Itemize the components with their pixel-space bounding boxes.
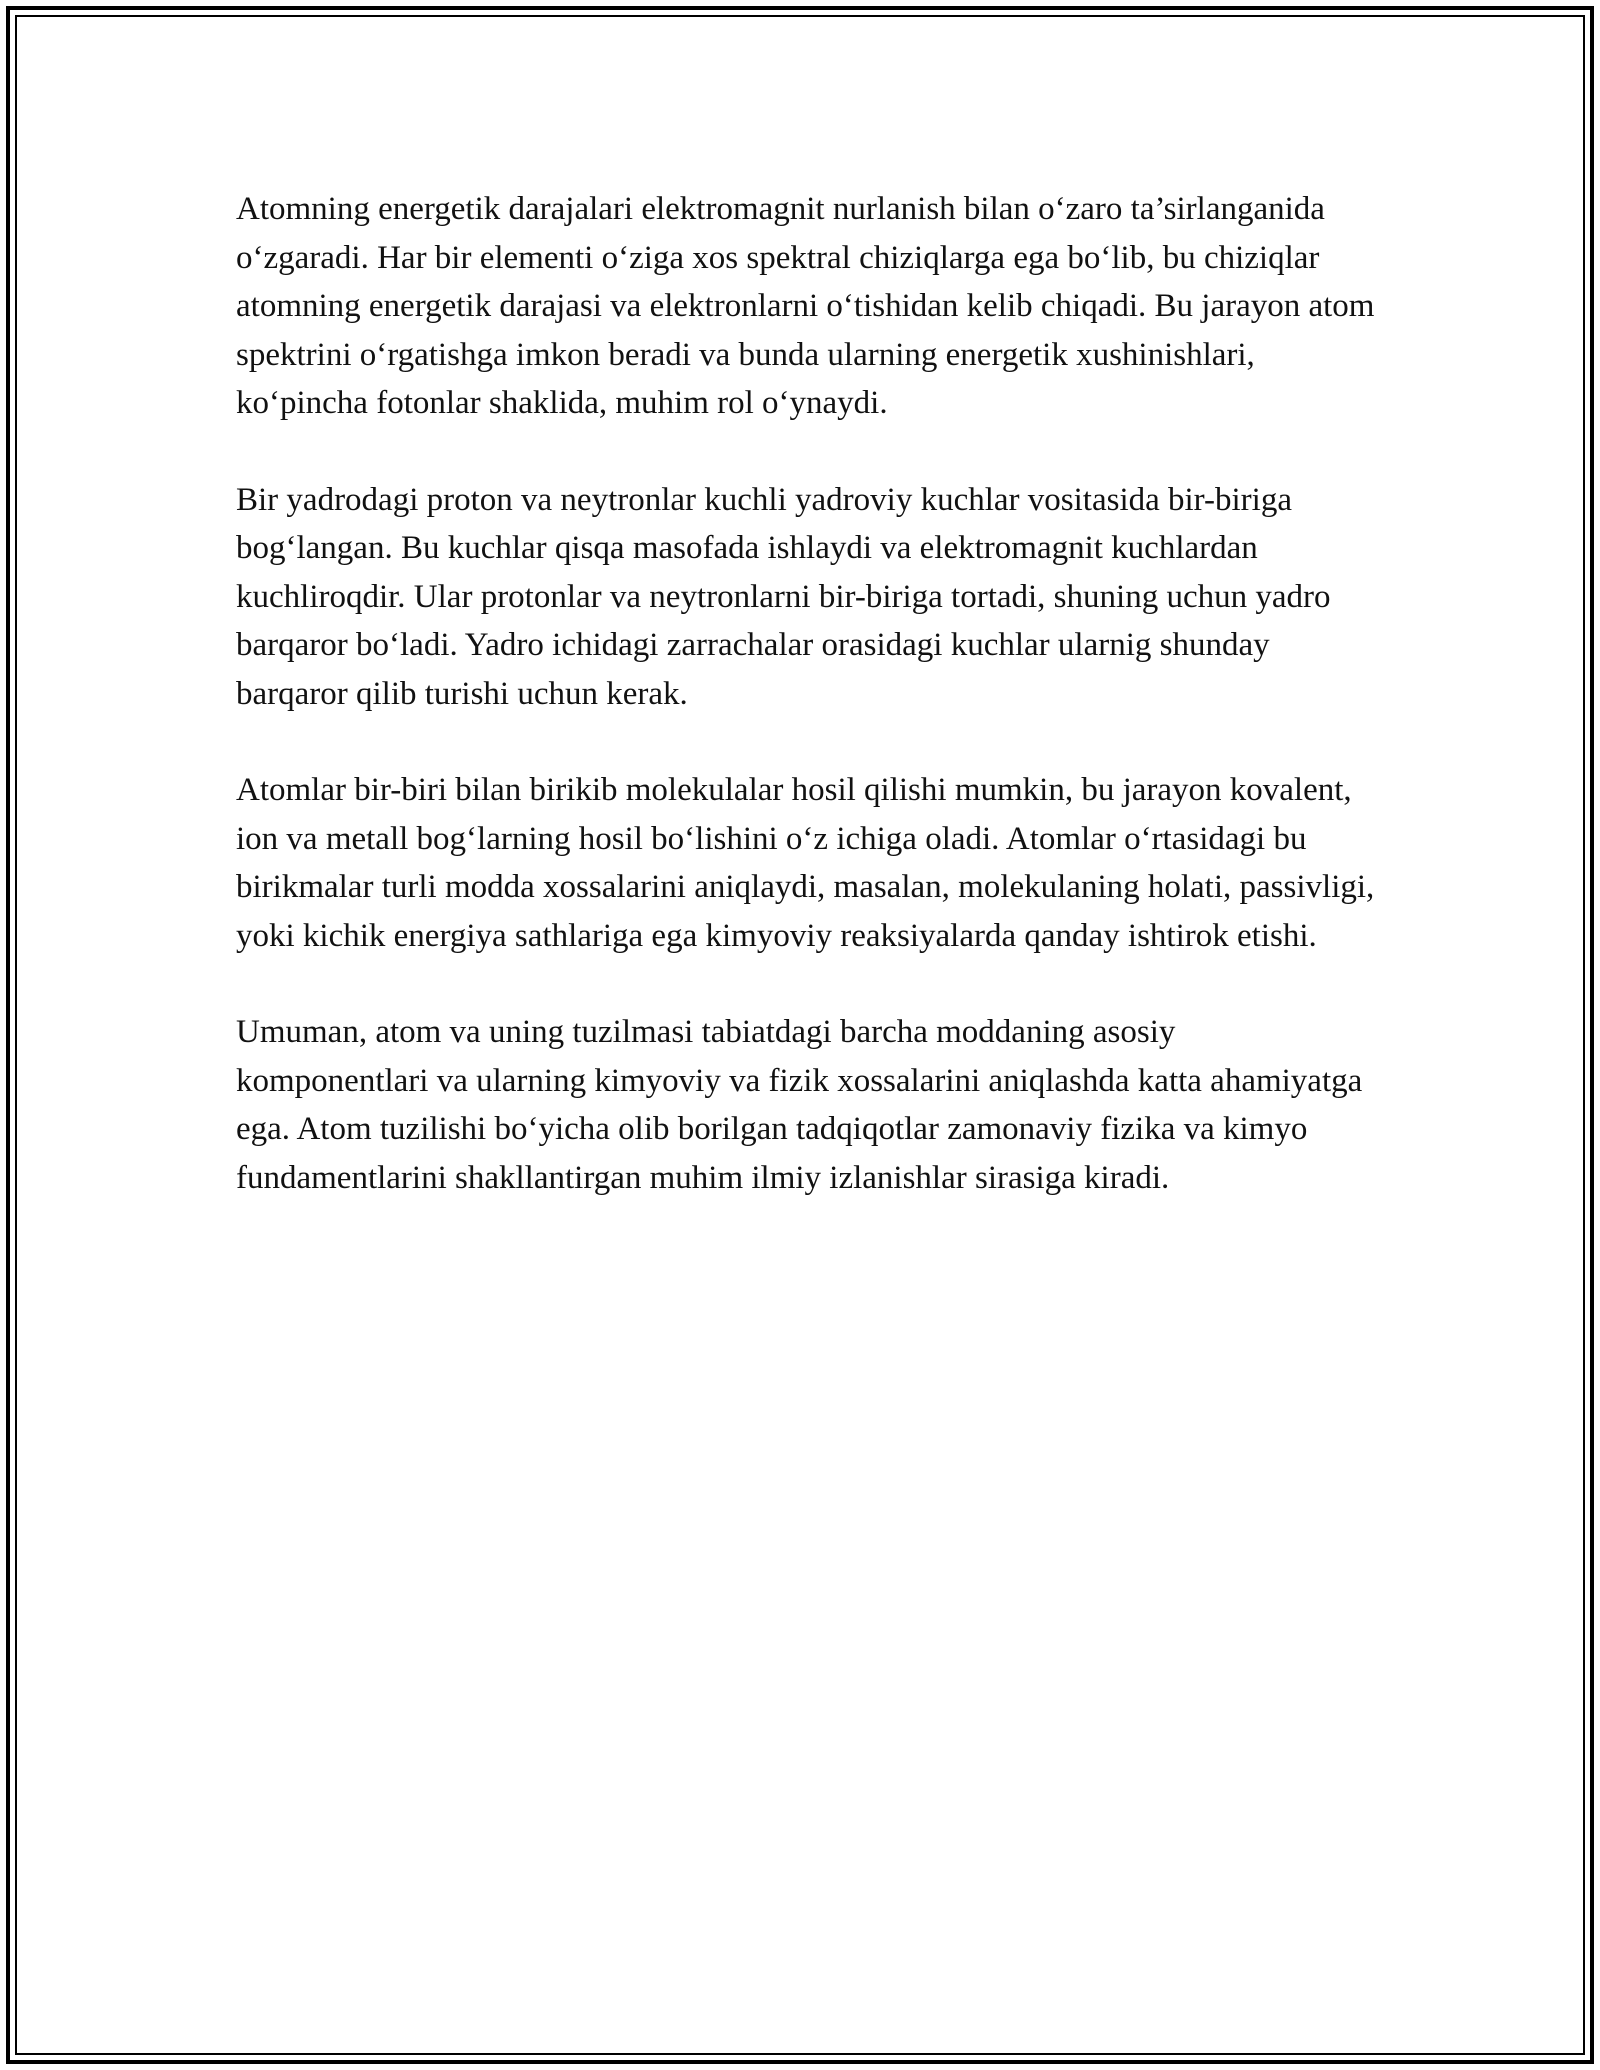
paragraph-4: Umuman, atom va uning tuzilmasi tabiatdagi barcha moddaning asosiy komponentlari va ularning kimyoviy va fizik xossalarini aniqlashda katta ahamiyatga ega. Atom tuzilishi bo‘yicha olib borilgan tadqiqotlar zamonaviy fizika va kimyo fundamentlarini shakllantirgan muhim ilmiy izlanishlar sirasiga kiradi. bbox=[236, 1014, 1363, 1196]
paragraph-3: Atomlar bir-biri bilan birikib molekulalar hosil qilishi mumkin, bu jarayon kovalent, ion va metall bog‘larning hosil bo‘lishini o‘z ichiga oladi. Atomlar o‘rtasidagi bu birikmalar turli modda xossalarini aniqlaydi, masalan, molekulaning holati, passivligi, yoki kichik energiya sathlariga ega kimyoviy reaksiyalarda qanday ishtirok etishi. bbox=[236, 772, 1375, 954]
document-body bbox=[236, 185, 1376, 1250]
paragraph-2: Bir yadrodagi proton va neytronlar kuchli yadroviy kuchlar vositasida bir-biriga bog‘langan. Bu kuchlar qisqa masofada ishlaydi va elektromagnit kuchlardan kuchliroqdir. Ular protonlar va neytronlarni bir-biriga tortadi, shuning uchun yadro barqaror bo‘ladi. Yadro ichidagi zarrachalar orasidagi kuchlar ularnig shunday barqaror qilib turishi uchun kerak. bbox=[236, 481, 1331, 712]
paragraph-1: Atomning energetik darajalari elektromagnit nurlanish bilan o‘zaro ta’sirlanganida o‘zgaradi. Har bir elementi o‘ziga xos spektral chiziqlarga ega bo‘lib, bu chiziqlar atomning energetik darajasi va elektronlarni o‘tishidan kelib chiqadi. Bu jarayon atom spektrini o‘rgatishga imkon beradi va bunda ularning energetik xushinishlari, ko‘pincha fotonlar shaklida, muhim rol o‘ynaydi. bbox=[236, 191, 1375, 421]
